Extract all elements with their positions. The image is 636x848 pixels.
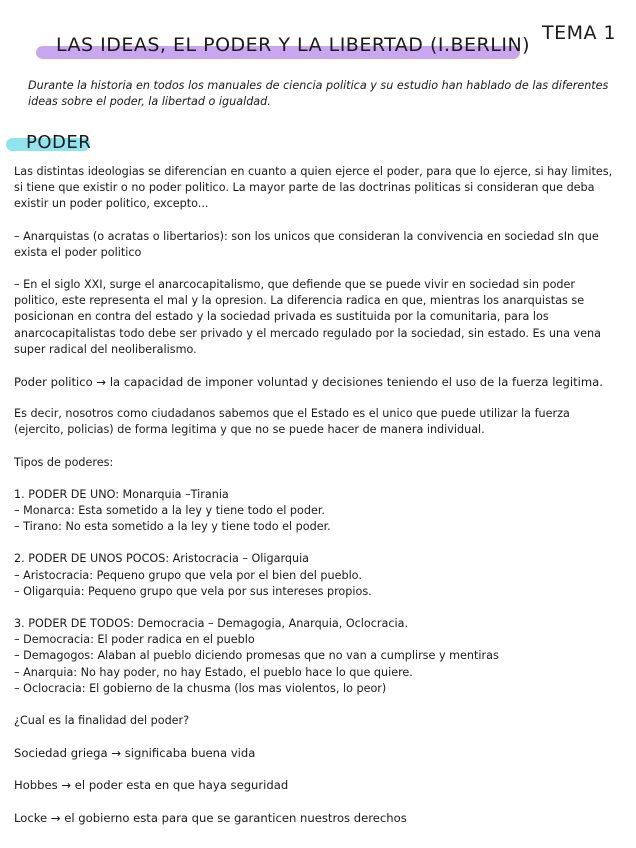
paragraph-es-decir (14, 406, 619, 438)
text-line: super radical del neoliberalismo. (14, 342, 197, 356)
text-line: politico, este representa el mal y la opresion. La diferencia radica en que, mientras los anarquistas se (14, 294, 585, 308)
list-poder-de-uno (14, 487, 619, 536)
paragraph-anarquistas (14, 229, 619, 261)
intro-line: Durante la historia en todos los manuales de ciencia politica y su estudio han hablado de las diferentes (28, 79, 609, 92)
paragraph-sociedad-griega (14, 745, 619, 761)
paragraph-tipos (14, 455, 619, 471)
list-poder-de-unos-pocos (14, 551, 619, 600)
text-line: Sociedad griega → significaba buena vida (14, 746, 256, 761)
text-line: Hobbes → el poder esta en que haya seguridad (14, 778, 289, 793)
list-item: – Oligarquia: Pequeno grupo que vela por sus intereses propios. (14, 584, 372, 598)
list-item: – Oclocracia: El gobierno de la chusma (los mas violentos, lo peor) (14, 681, 387, 695)
text-line: (ejercito, policias) de forma legitima y que no se puede hacer de manera individual. (14, 423, 485, 437)
text-line: exista el poder politico (14, 245, 142, 259)
section-heading: PODER (26, 132, 92, 153)
section-heading-block (6, 130, 96, 160)
text-line: Es decir, nosotros como ciudadanos sabemos que el Estado es el unico que puede utilizar la fuerza (14, 407, 570, 421)
text-line: Poder politico → la capacidad de imponer voluntad y decisiones teniendo el uso de la fuerza legitima. (14, 375, 603, 390)
list-item: – Demagogos: Alaban al pueblo diciendo promesas que no van a cumplirse y mentiras (14, 649, 499, 663)
text-line: Tipos de poderes: (14, 455, 114, 469)
list-heading: 1. PODER DE UNO: Monarquia –Tirania (14, 487, 229, 501)
text-line: – Anarquistas (o acratas o libertarios): son los unicos que consideran la convivencia en sociedad sIn que (14, 229, 599, 243)
list-poder-de-todos (14, 616, 619, 697)
text-line: Locke → el gobierno esta para que se garanticen nuestros derechos (14, 810, 407, 825)
list-item: – Democracia: El poder radica en el pueblo (14, 633, 255, 647)
list-item: – Monarca: Esta sometido a la ley y tiene todo el poder. (14, 504, 325, 518)
text-line: – En el siglo XXI, surge el anarcocapitalismo, que defiende que se puede vivir en sociedad sin poder (14, 278, 575, 292)
text-line: posicionan en contra del estado y la sociedad privada es sustituida por la comunitaria, para los (14, 310, 549, 324)
text-line: ¿Cual es la finalidad del poder? (14, 714, 190, 728)
text-line: existir un poder politico, excepto... (14, 197, 209, 211)
list-item: – Aristocracia: Pequeno grupo que vela por el bien del pueblo. (14, 568, 362, 582)
list-heading: 2. PODER DE UNOS POCOS: Aristocracia – Oligarquia (14, 552, 310, 566)
page-title: LAS IDEAS, EL PODER Y LA LIBERTAD (I.BERLIN) (56, 34, 531, 56)
intro-paragraph (28, 78, 613, 110)
paragraph-poder-politico (14, 374, 619, 390)
paragraph-anarcocapitalismo (14, 277, 619, 358)
paragraph-ideologias (14, 164, 619, 213)
body-text (14, 164, 619, 826)
title-block (30, 28, 531, 68)
paragraph-finalidad (14, 713, 619, 729)
text-line: anarcocapitalistas todo debe ser privado y el mercado regulado por la sociedad, sin estado. Es una vena (14, 326, 601, 340)
text-line: si tiene que existir o no poder politico. La mayor parte de las doctrinas politicas si consideran que deba (14, 181, 595, 195)
list-heading: 3. PODER DE TODOS: Democracia – Demagogia, Anarquia, Oclocracia. (14, 617, 409, 631)
paragraph-hobbes (14, 777, 619, 793)
list-item: – Anarquia: No hay poder, no hay Estado, el pueblo hace lo que quiere. (14, 665, 413, 679)
intro-line: ideas sobre el poder, la libertad o igualdad. (28, 95, 271, 108)
tema-label: TEMA 1 (542, 22, 617, 44)
text-line: Las distintas ideologias se diferencian en cuanto a quien ejerce el poder, para que lo ejerce, si hay limites, (14, 165, 613, 178)
paragraph-locke (14, 810, 619, 826)
list-item: – Tirano: No esta sometido a la ley y tiene todo el poder. (14, 520, 331, 534)
